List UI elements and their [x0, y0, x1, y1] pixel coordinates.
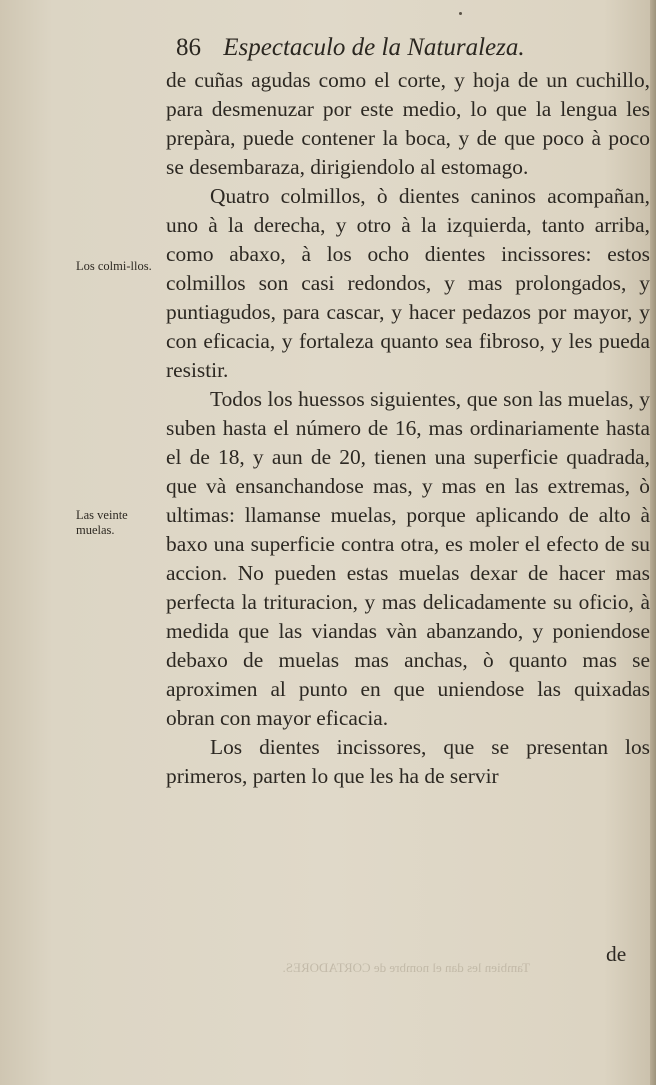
paragraph: Todos los huessos siguientes, que son las muelas, y suben hasta el número de 16, mas ordinariamente hasta el de 18, y aun de 20, tienen una superficie quadrada, que và ensanchandose mas, y mas en las extremas, ò ultimas: llamanse muelas, porque aplicando de alto à baxo una superficie contra otra, es moler el efecto de su accion. No pueden estas muelas dexar de hacer mas perfecta la trituracion, y mas delicadamente su oficio, à medida que las viandas vàn abanzando, y poniendose debaxo de muelas mas anchas, ò quanto mas se aproximen al punto en que uniendose las quixadas obran con mayor eficacia. [166, 387, 650, 730]
page-edge [650, 0, 656, 1085]
running-title: Espectaculo de la Naturaleza. [223, 34, 525, 61]
running-header [176, 34, 616, 68]
page-number: 86 [176, 34, 201, 61]
ink-speck [459, 12, 462, 15]
body-text [166, 66, 650, 791]
margin-note-muelas: Las veinte muelas. [76, 508, 128, 537]
paragraph: de cuñas agudas como el corte, y hoja de un cuchillo, para desmenuzar por este medio, lo que la lengua les prepàra, puede contener la boca, y de que poco à poco se desembaraza, dirigiendolo al estomago. [166, 68, 650, 179]
margin-note-colmillos: Los colmi-llos. [76, 259, 152, 273]
paragraph: Quatro colmillos, ò dientes caninos acompañan, uno à la derecha, y otro à la izquierda, tanto arriba, como abaxo, à los ocho dientes incissores: estos colmillos son casi redondos, y mas prolongados, y puntiagudos, para cascar, y hacer pedazos por mayor, y con eficacia, y fortaleza quanto sea fibroso, y les pueda resistir. [166, 184, 650, 382]
catchword: de [606, 942, 627, 966]
paragraph: Los dientes incissores, que se presentan los primeros, parten lo que les ha de servir [166, 735, 650, 788]
bleed-through-text: Tambien les dan el nombre de CORTADORES. [282, 960, 530, 975]
